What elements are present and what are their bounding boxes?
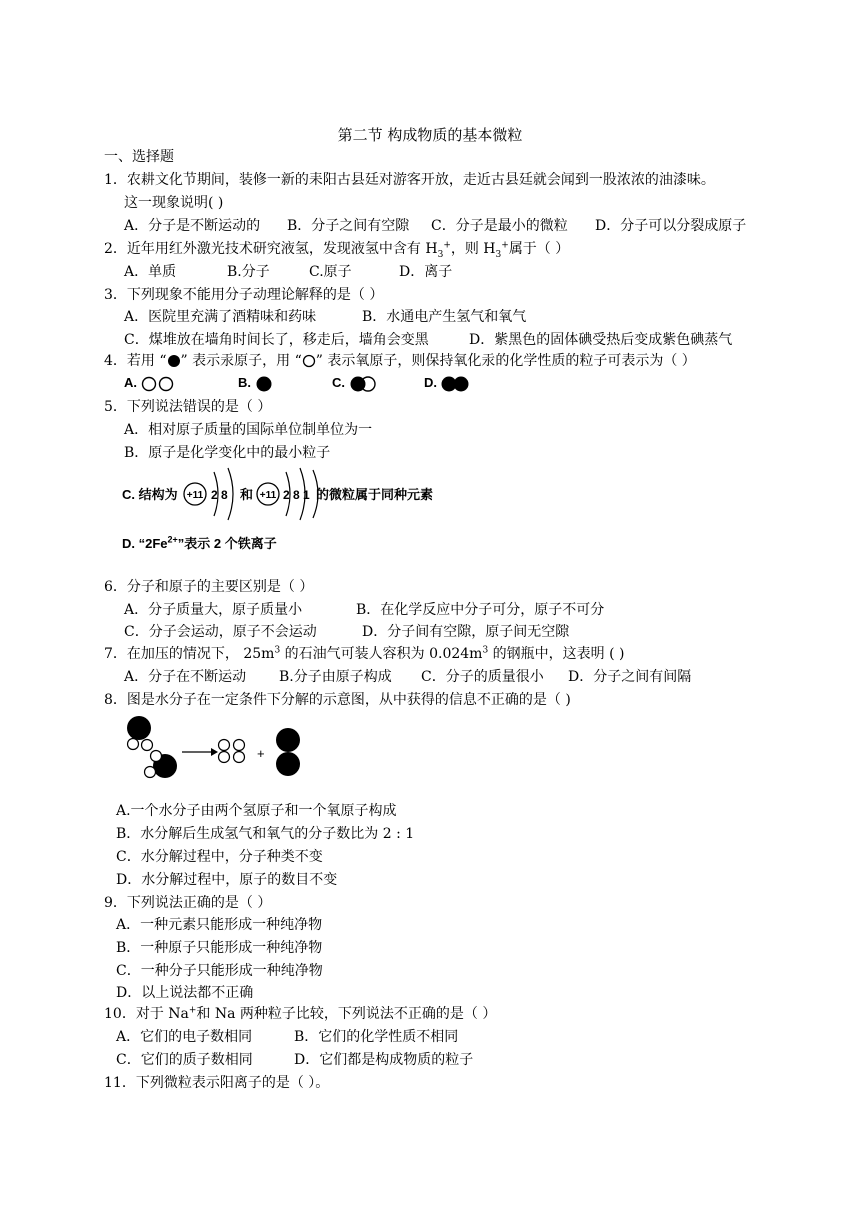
svg-text:+11: +11 [259,490,277,501]
q3-stem: 3．下列现象不能用分子动理论解释的是（ ） [104,287,384,303]
mercury-oxide-molecule-icon [349,375,379,393]
q2-option-a: A．单质 [124,264,177,280]
q4-option-d: D. [424,373,471,393]
q3-option-a: A．医院里充满了酒精味和药味 [124,309,317,325]
q9-stem: 9．下列说法正确的是（ ） [104,895,272,911]
q5-option-c: C. 结构为 +11 2 8 和 +11 2 8 1 的微粒属于同种元素 [122,462,462,526]
svg-text:2 8 1: 2 8 1 [283,488,310,502]
q9-option-b: B．一种原子只能形成一种纯净物 [116,940,323,956]
q1-option-b: B．分子之间有空隙 [287,218,410,234]
q2-option-c: C.原子 [309,264,352,280]
q10-option-d: D．它们都是构成物质的粒子 [294,1052,474,1068]
q6-option-b: B．在化学反应中分子可分，原子不可分 [356,602,605,618]
q9-option-c: C．一种分子只能形成一种纯净物 [116,963,323,979]
q8-option-c: C．水分解过程中，分子种类不变 [116,849,323,865]
q6-stem: 6．分子和原子的主要区别是（ ） [104,579,314,595]
q9-option-a: A．一种元素只能形成一种纯净物 [116,917,323,933]
water-decomposition-diagram [122,712,312,786]
q1-stem: 1．农耕文化节期间，装修一新的耒阳古县廷对游客开放，走近古县廷就会闻到一股浓浓的油漆味。 [104,172,715,188]
q5-option-d: D. “$2Fe^{2+}$”表示 2 个铁离子 [122,534,277,551]
q6-option-a: A．分子质量大，原子质量小 [124,602,303,618]
oxygen-atom-icon [302,354,316,368]
q7-option-c: C．分子的质量很小 [421,669,544,685]
q3-option-b: B．水通电产生氢气和氧气 [362,309,527,325]
q4-option-c: C. [332,373,379,393]
q11-stem: 11．下列微粒表示阳离子的是（ ）。 [104,1075,330,1091]
section-heading: 一、选择题 [104,149,174,165]
q10-option-b: B．它们的化学性质不相同 [294,1029,459,1045]
two-mercury-atoms-icon [441,375,471,393]
q1-stem-cont: 这一现象说明( ) [124,195,224,211]
q10-stem: 10．对于 Na+和 Na 两种粒子比较，下列说法不正确的是（ ） [104,1005,497,1022]
q6-option-c: C．分子会运动，原子不会运动 [124,624,317,640]
two-oxygen-atoms-icon [141,375,177,393]
svg-text:+11: +11 [186,490,204,501]
q2-stem: 2．近年用红外激光技术研究液氢，发现液氢中含有 $H_3^+$，则 $H_3^+$属于（ ） [104,240,570,260]
q7-stem: 7．在加压的情况下， $25m^3$ 的石油气可装人容积为 $0.024m^3$ 的钢瓶中，这表明 ( ) [104,645,625,662]
q8-option-d: D．水分解过程中，原子的数目不变 [116,872,338,888]
mercury-atom-icon [167,354,181,368]
q10-option-c: C．它们的质子数相同 [116,1052,253,1068]
q8-option-a: A.一个水分子由两个氢原子和一个氧原子构成 [116,803,397,819]
svg-text:+: + [257,746,265,761]
q1-option-a: A．分子是不断运动的 [124,218,261,234]
page-title: 第二节 构成物质的基本微粒 [337,126,523,144]
q3-option-d: D．紫黑色的固体碘受热后变成紫色碘蒸气 [469,332,733,348]
q8-stem: 8．图是水分子在一定条件下分解的示意图，从中获得的信息不正确的是（ ) [104,692,571,708]
q5-option-b: B．原子是化学变化中的最小粒子 [124,445,331,461]
q2-option-b: B.分子 [227,264,270,280]
q3-option-c: C．煤堆放在墙角时间长了，移走后，墙角会变黑 [124,332,429,348]
q8-option-b: B．水分解后生成氢气和氧气的分子数比为 2 : 1 [116,826,415,842]
svg-text:2 8: 2 8 [211,488,228,502]
q4-option-a: A. [124,373,177,393]
q2-option-d: D．离子 [399,264,453,280]
q5-option-a: A．相对原子质量的国际单位制单位为一 [124,422,373,438]
q6-option-d: D．分子间有空隙，原子间无空隙 [362,624,570,640]
q7-option-d: D．分子之间有间隔 [568,669,692,685]
mercury-atom-icon [255,375,273,393]
q4-option-b: B. [238,373,273,393]
q7-option-b: B.分子由原子构成 [279,669,392,685]
q10-option-a: A．它们的电子数相同 [116,1029,253,1045]
q1-option-d: D．分子可以分裂成原子 [595,218,747,234]
q9-option-d: D．以上说法都不正确 [116,985,254,1001]
q7-option-a: A．分子在不断运动 [124,669,247,685]
q5-stem: 5．下列说法错误的是（ ） [104,399,272,415]
q4-stem: 4．若用 “ ” 表示汞原子，用 “ ” 表示氧原子，则保持氧化汞的化学性质的粒子可表示为（ ） [104,353,696,369]
q1-option-c: C．分子是最小的微粒 [431,218,568,234]
